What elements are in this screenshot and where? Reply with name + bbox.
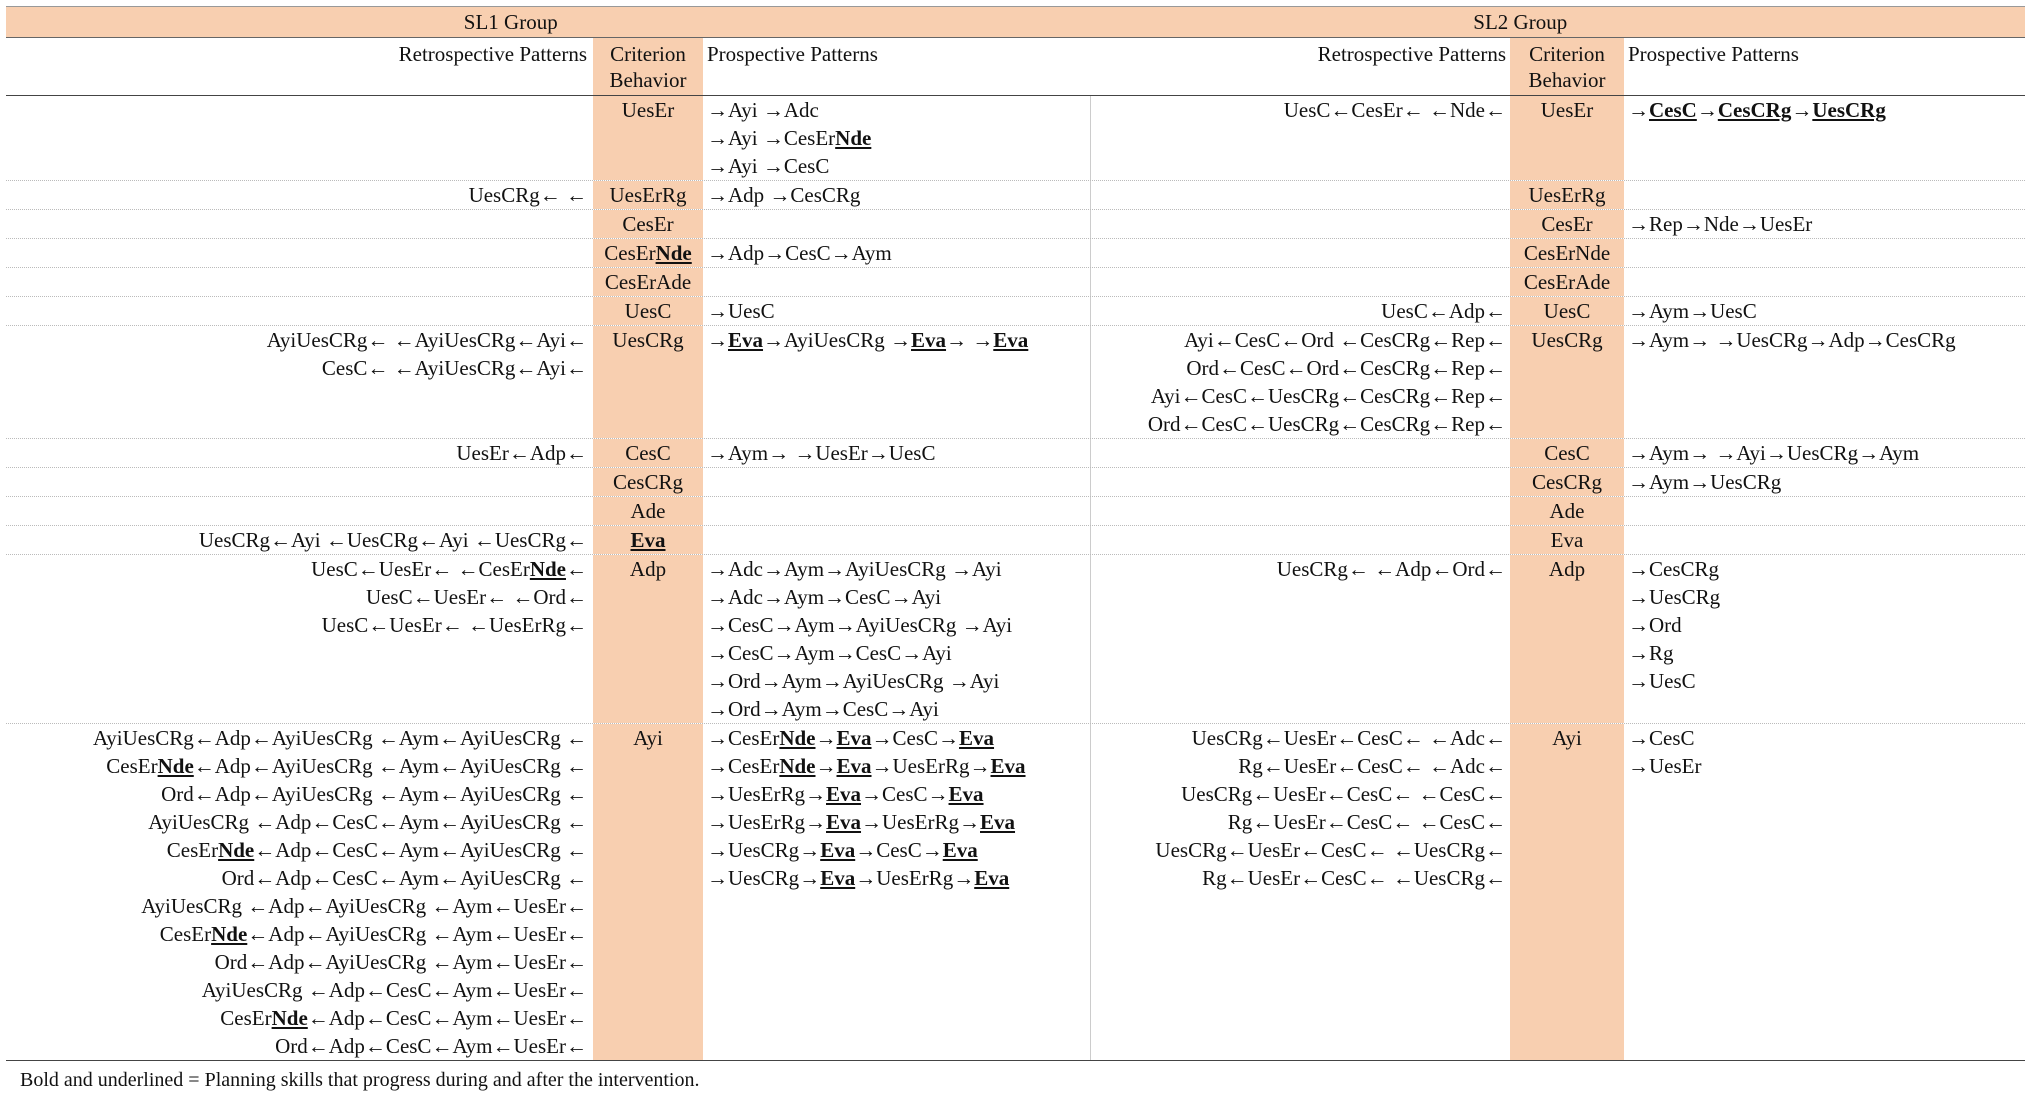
sl1-criterion-cell <box>593 439 703 467</box>
cell-line: UesC←UesEr← ←UesErRg← <box>321 613 587 637</box>
cell-line: →Aym→ →UesCRg→Adp→CesCRg <box>1628 328 1956 352</box>
sl2-retro-cell <box>1090 297 1510 325</box>
sl2-prosp-cell <box>1624 439 2025 467</box>
cell-line: CesErNde <box>604 241 692 265</box>
sl1-prosp-cell <box>703 497 1090 525</box>
table-row <box>6 326 2025 439</box>
sl2-prosp-cell <box>1624 96 2025 180</box>
cell-line: →UesC <box>1628 669 1696 693</box>
sl1-retro-cell <box>6 555 593 723</box>
cell-line <box>1091 468 1506 496</box>
cell-line: →UesC <box>707 299 775 323</box>
cell-line: Rg←UesEr←CesC← ←CesC← <box>1227 810 1506 834</box>
cell-line: →Adc→Aym→AyiUesCRg →Ayi <box>707 557 1002 581</box>
sl1-criterion-cell <box>593 268 703 296</box>
cell-line: CesCRg <box>1531 470 1602 494</box>
cell-line: →UesErRg→Eva→UesErRg→Eva <box>707 810 1016 834</box>
cell-line: Ord←Adp←AyiUesCRg ←Aym←UesEr← <box>214 950 587 974</box>
cell-line: →UesErRg→Eva→CesC→Eva <box>707 782 984 806</box>
sl2-criterion-cell <box>1510 96 1624 180</box>
patterns-table <box>6 6 2025 1092</box>
table-row <box>6 526 2025 555</box>
cell-line <box>1091 439 1506 467</box>
table-row <box>6 724 2025 1061</box>
sl1-retro-cell <box>6 497 593 525</box>
sl2-prosp-cell <box>1624 468 2025 496</box>
cell-line: UesC <box>1543 299 1591 323</box>
sl1-retro-cell <box>6 724 593 1060</box>
cell-line <box>1091 239 1506 267</box>
cell-line: →Ayi →CesErNde <box>707 126 872 150</box>
cell-line: →Aym→ →UesEr→UesC <box>707 441 936 465</box>
cell-line: AyiUesCRg← ←AyiUesCRg←Ayi← <box>266 328 587 352</box>
sl2-prosp-cell <box>1624 724 2025 1060</box>
sl2-retro-cell <box>1090 268 1510 296</box>
sl1-group-header: SL1 Group <box>463 10 558 34</box>
footnote: Bold and underlined = Planning skills that progress during and after the intervention. <box>20 1069 700 1091</box>
sl2-prosp-cell <box>1624 239 2025 267</box>
sl2-criterion-cell <box>1510 468 1624 496</box>
cell-line: CesErNde←Adp←CesC←Aym←AyiUesCRg ← <box>166 838 587 862</box>
sl1-criterion-cell <box>593 555 703 723</box>
cell-line: CesC <box>1544 441 1590 465</box>
cell-line: →UesCRg <box>1628 585 1721 609</box>
cell-line: Rg←UesEr←CesC← ←Adc← <box>1238 754 1506 778</box>
sl2-criterion-cell <box>1510 326 1624 438</box>
cell-line <box>1628 181 2025 209</box>
cell-line: UesC <box>624 299 672 323</box>
sl2-criterion-cell <box>1510 181 1624 209</box>
cell-line: UesEr <box>1540 98 1594 122</box>
table-row <box>6 555 2025 724</box>
cell-line: CesErAde <box>604 270 692 294</box>
cell-line: →Eva→AyiUesCRg →Eva→ →Eva <box>707 328 1029 352</box>
table-row <box>6 268 2025 297</box>
sl1-prosp-cell <box>703 468 1090 496</box>
sl1-prosp-cell <box>703 555 1090 723</box>
cell-line <box>1091 526 1506 554</box>
cell-line: UesC←UesEr← ←Ord← <box>365 585 587 609</box>
sl2-criterion-cell <box>1510 526 1624 554</box>
cell-line: UesErRg <box>609 183 687 207</box>
cell-line <box>6 297 587 325</box>
sl1-criterion-header <box>593 38 703 95</box>
sl1-criterion-cell <box>593 724 703 1060</box>
cell-line: →CesC→Aym→AyiUesCRg →Ayi <box>707 613 1013 637</box>
sl2-criterion-cell <box>1510 497 1624 525</box>
cell-line: UesC←UesEr← ←CesErNde← <box>311 557 587 581</box>
cell-line: Ayi <box>633 726 663 750</box>
cell-line <box>6 468 587 496</box>
sl1-criterion-cell <box>593 326 703 438</box>
cell-line: CesErAde <box>1523 270 1611 294</box>
cell-line: →UesEr <box>1628 754 1702 778</box>
cell-line: Ord←CesC←Ord←CesCRg←Rep← <box>1186 356 1506 380</box>
cell-line <box>707 210 1090 238</box>
sl2-retro-cell <box>1090 210 1510 238</box>
cell-line: UesCRg←UesEr←CesC← ←Adc← <box>1191 726 1506 750</box>
sl1-retro-cell <box>6 96 593 180</box>
sl1-retro-cell <box>6 181 593 209</box>
cell-line: UesC←CesEr← ←Nde← <box>1283 98 1506 122</box>
table-body <box>6 96 2025 1061</box>
cell-line: Ayi <box>1552 726 1582 750</box>
table-row <box>6 468 2025 497</box>
cell-line: CesEr <box>622 212 674 236</box>
cell-line: Adp <box>629 557 667 581</box>
sl2-retro-cell <box>1090 468 1510 496</box>
cell-line <box>6 497 587 525</box>
sl2-prosp-cell <box>1624 526 2025 554</box>
sl2-criterion-cell <box>1510 439 1624 467</box>
cell-line: UesCRg← ←Adp←Ord← <box>1276 557 1506 581</box>
cell-line: CesC← ←AyiUesCRg←Ayi← <box>321 356 587 380</box>
cell-line: Ord←Adp←CesC←Aym←AyiUesCRg ← <box>221 866 587 890</box>
cell-line: →Adc→Aym→CesC→Ayi <box>707 585 942 609</box>
sl1-retro-cell <box>6 468 593 496</box>
cell-line: Ade <box>630 499 666 523</box>
cell-line: →Aym→UesC <box>1628 299 1757 323</box>
cell-line: UesCRg←Ayi ←UesCRg←Ayi ←UesCRg← <box>198 528 587 552</box>
table-row <box>6 96 2025 181</box>
cell-line <box>707 526 1090 554</box>
table-row <box>6 497 2025 526</box>
cell-line: UesCRg← ← <box>468 183 587 207</box>
cell-line: UesErRg <box>1528 183 1606 207</box>
criterion-line1: Criterion <box>1529 42 1605 66</box>
cell-line: →Adp →CesCRg <box>707 183 861 207</box>
cell-line <box>6 210 587 238</box>
cell-line: →CesErNde→Eva→CesC→Eva <box>707 726 995 750</box>
cell-line: →Aym→ →Ayi→UesCRg→Aym <box>1628 441 1920 465</box>
sl2-retro-cell <box>1090 96 1510 180</box>
sl1-prosp-cell <box>703 526 1090 554</box>
sl2-criterion-cell <box>1510 555 1624 723</box>
sl2-retro-cell <box>1090 526 1510 554</box>
cell-line: CesErNde←Adp←AyiUesCRg ←Aym←UesEr← <box>159 922 587 946</box>
sl1-criterion-cell <box>593 181 703 209</box>
cell-line: Ord←CesC←UesCRg←CesCRg←Rep← <box>1147 412 1506 436</box>
cell-line: →CesC <box>1628 726 1695 750</box>
sl1-criterion-cell <box>593 497 703 525</box>
cell-line: Ade <box>1549 499 1585 523</box>
cell-line: Eva <box>630 528 666 552</box>
sl1-prosp-cell <box>703 268 1090 296</box>
sl2-criterion-cell <box>1510 268 1624 296</box>
cell-line: →Rg <box>1628 641 1674 665</box>
cell-line: UesC←Adp← <box>1381 299 1506 323</box>
sl2-retro-cell <box>1090 724 1510 1060</box>
sl2-retro-header: Retrospective Patterns <box>1317 42 1506 66</box>
cell-line <box>1628 526 2025 554</box>
sl1-prosp-cell <box>703 297 1090 325</box>
group-header-row <box>6 6 2025 38</box>
cell-line <box>707 497 1090 525</box>
sl2-prosp-header: Prospective Patterns <box>1628 42 1799 66</box>
sl2-criterion-cell <box>1510 239 1624 267</box>
sl1-criterion-cell <box>593 468 703 496</box>
cell-line: UesCRg <box>1531 328 1603 352</box>
sl2-retro-cell <box>1090 439 1510 467</box>
cell-line: CesEr <box>1541 212 1593 236</box>
cell-line: →Ord→Aym→CesC→Ayi <box>707 697 939 721</box>
sl1-retro-cell <box>6 268 593 296</box>
cell-line: AyiUesCRg ←Adp←CesC←Aym←UesEr← <box>201 978 587 1002</box>
criterion-line2: Behavior <box>1528 68 1606 92</box>
cell-line: UesEr <box>621 98 675 122</box>
cell-line <box>6 96 587 124</box>
sl2-prosp-cell <box>1624 326 2025 438</box>
sl2-criterion-cell <box>1510 210 1624 238</box>
sl1-criterion-cell <box>593 210 703 238</box>
cell-line: Ord←Adp←AyiUesCRg ←Aym←AyiUesCRg ← <box>161 782 587 806</box>
cell-line <box>1091 210 1506 238</box>
criterion-line2: Behavior <box>609 68 687 92</box>
cell-line <box>707 468 1090 496</box>
sl1-prosp-cell <box>703 724 1090 1060</box>
cell-line: UesCRg <box>612 328 684 352</box>
sl1-retro-header: Retrospective Patterns <box>398 42 587 66</box>
cell-line: →Ayi →CesC <box>707 154 830 178</box>
sl1-prosp-cell <box>703 326 1090 438</box>
table-row <box>6 297 2025 326</box>
sl2-retro-cell <box>1090 181 1510 209</box>
sl1-prosp-cell <box>703 439 1090 467</box>
sl2-criterion-header <box>1510 38 1624 95</box>
sl1-retro-cell <box>6 297 593 325</box>
cell-line: →Adp→CesC→Aym <box>707 241 892 265</box>
cell-line: CesC <box>625 441 671 465</box>
cell-line: UesCRg←UesEr←CesC← ←UesCRg← <box>1155 838 1506 862</box>
table-row <box>6 181 2025 210</box>
sl2-prosp-cell <box>1624 210 2025 238</box>
cell-line: AyiUesCRg ←Adp←CesC←Aym←AyiUesCRg ← <box>148 810 587 834</box>
sl1-prosp-cell <box>703 239 1090 267</box>
criterion-line1: Criterion <box>610 42 686 66</box>
sl1-retro-cell <box>6 239 593 267</box>
sl1-retro-cell <box>6 439 593 467</box>
table-row <box>6 210 2025 239</box>
cell-line: →CesCRg <box>1628 557 1720 581</box>
cell-line <box>1091 497 1506 525</box>
sl2-prosp-cell <box>1624 555 2025 723</box>
sl2-prosp-cell <box>1624 268 2025 296</box>
sl2-retro-cell <box>1090 497 1510 525</box>
table-row <box>6 239 2025 268</box>
sl2-retro-cell <box>1090 239 1510 267</box>
cell-line <box>6 268 587 296</box>
cell-line: Ord←Adp←CesC←Aym←UesEr← <box>275 1034 587 1058</box>
cell-line: CesErNde←Adp←AyiUesCRg ←Aym←AyiUesCRg ← <box>106 754 587 778</box>
cell-line: →Rep→Nde→UesEr <box>1628 212 1813 236</box>
sl1-prosp-cell <box>703 181 1090 209</box>
cell-line: CesCRg <box>612 470 683 494</box>
sl2-retro-cell <box>1090 555 1510 723</box>
sl2-criterion-cell <box>1510 297 1624 325</box>
cell-line: →UesCRg→Eva→CesC→Eva <box>707 838 978 862</box>
sl1-retro-cell <box>6 526 593 554</box>
sl2-prosp-cell <box>1624 497 2025 525</box>
cell-line: UesEr←Adp← <box>456 441 587 465</box>
column-header-row <box>6 38 2025 96</box>
sl2-group-header: SL2 Group <box>1473 10 1568 34</box>
sl2-prosp-cell <box>1624 297 2025 325</box>
cell-line: →Ord <box>1628 613 1682 637</box>
sl1-retro-cell <box>6 210 593 238</box>
cell-line: →CesC→Aym→CesC→Ayi <box>707 641 952 665</box>
cell-line <box>1091 268 1506 296</box>
cell-line: →CesErNde→Eva→UesErRg→Eva <box>707 754 1026 778</box>
cell-line: Eva <box>1550 528 1584 552</box>
cell-line <box>707 268 1090 296</box>
cell-line: Rg←UesEr←CesC← ←UesCRg← <box>1202 866 1506 890</box>
cell-line: Ayi←CesC←Ord ←CesCRg←Rep← <box>1184 328 1506 352</box>
cell-line <box>1628 497 2025 525</box>
cell-line: →UesCRg→Eva→UesErRg→Eva <box>707 866 1010 890</box>
sl1-criterion-cell <box>593 96 703 180</box>
cell-line: Ayi←CesC←UesCRg←CesCRg←Rep← <box>1150 384 1506 408</box>
cell-line: →Aym→UesCRg <box>1628 470 1782 494</box>
cell-line <box>1091 181 1506 209</box>
sl1-criterion-cell <box>593 526 703 554</box>
cell-line: CesErNde <box>1523 241 1611 265</box>
sl1-prosp-cell <box>703 96 1090 180</box>
cell-line: Adp <box>1548 557 1586 581</box>
cell-line: AyiUesCRg ←Adp←AyiUesCRg ←Aym←UesEr← <box>141 894 587 918</box>
cell-line: CesErNde←Adp←CesC←Aym←UesEr← <box>220 1006 587 1030</box>
cell-line: →Ord→Aym→AyiUesCRg →Ayi <box>707 669 1000 693</box>
sl1-retro-cell <box>6 326 593 438</box>
sl1-prosp-cell <box>703 210 1090 238</box>
cell-line: AyiUesCRg←Adp←AyiUesCRg ←Aym←AyiUesCRg ← <box>93 726 587 750</box>
cell-line <box>1628 239 2025 267</box>
sl2-prosp-cell <box>1624 181 2025 209</box>
cell-line <box>1628 268 2025 296</box>
sl1-criterion-cell <box>593 239 703 267</box>
sl2-retro-cell <box>1090 326 1510 438</box>
sl1-criterion-cell <box>593 297 703 325</box>
sl1-prosp-header: Prospective Patterns <box>707 42 878 66</box>
cell-line <box>6 239 587 267</box>
cell-line: →Ayi →Adc <box>707 98 819 122</box>
cell-line: UesCRg←UesEr←CesC← ←CesC← <box>1181 782 1506 806</box>
table-row <box>6 439 2025 468</box>
sl2-criterion-cell <box>1510 724 1624 1060</box>
cell-line: →CesC→CesCRg→UesCRg <box>1628 98 1886 122</box>
